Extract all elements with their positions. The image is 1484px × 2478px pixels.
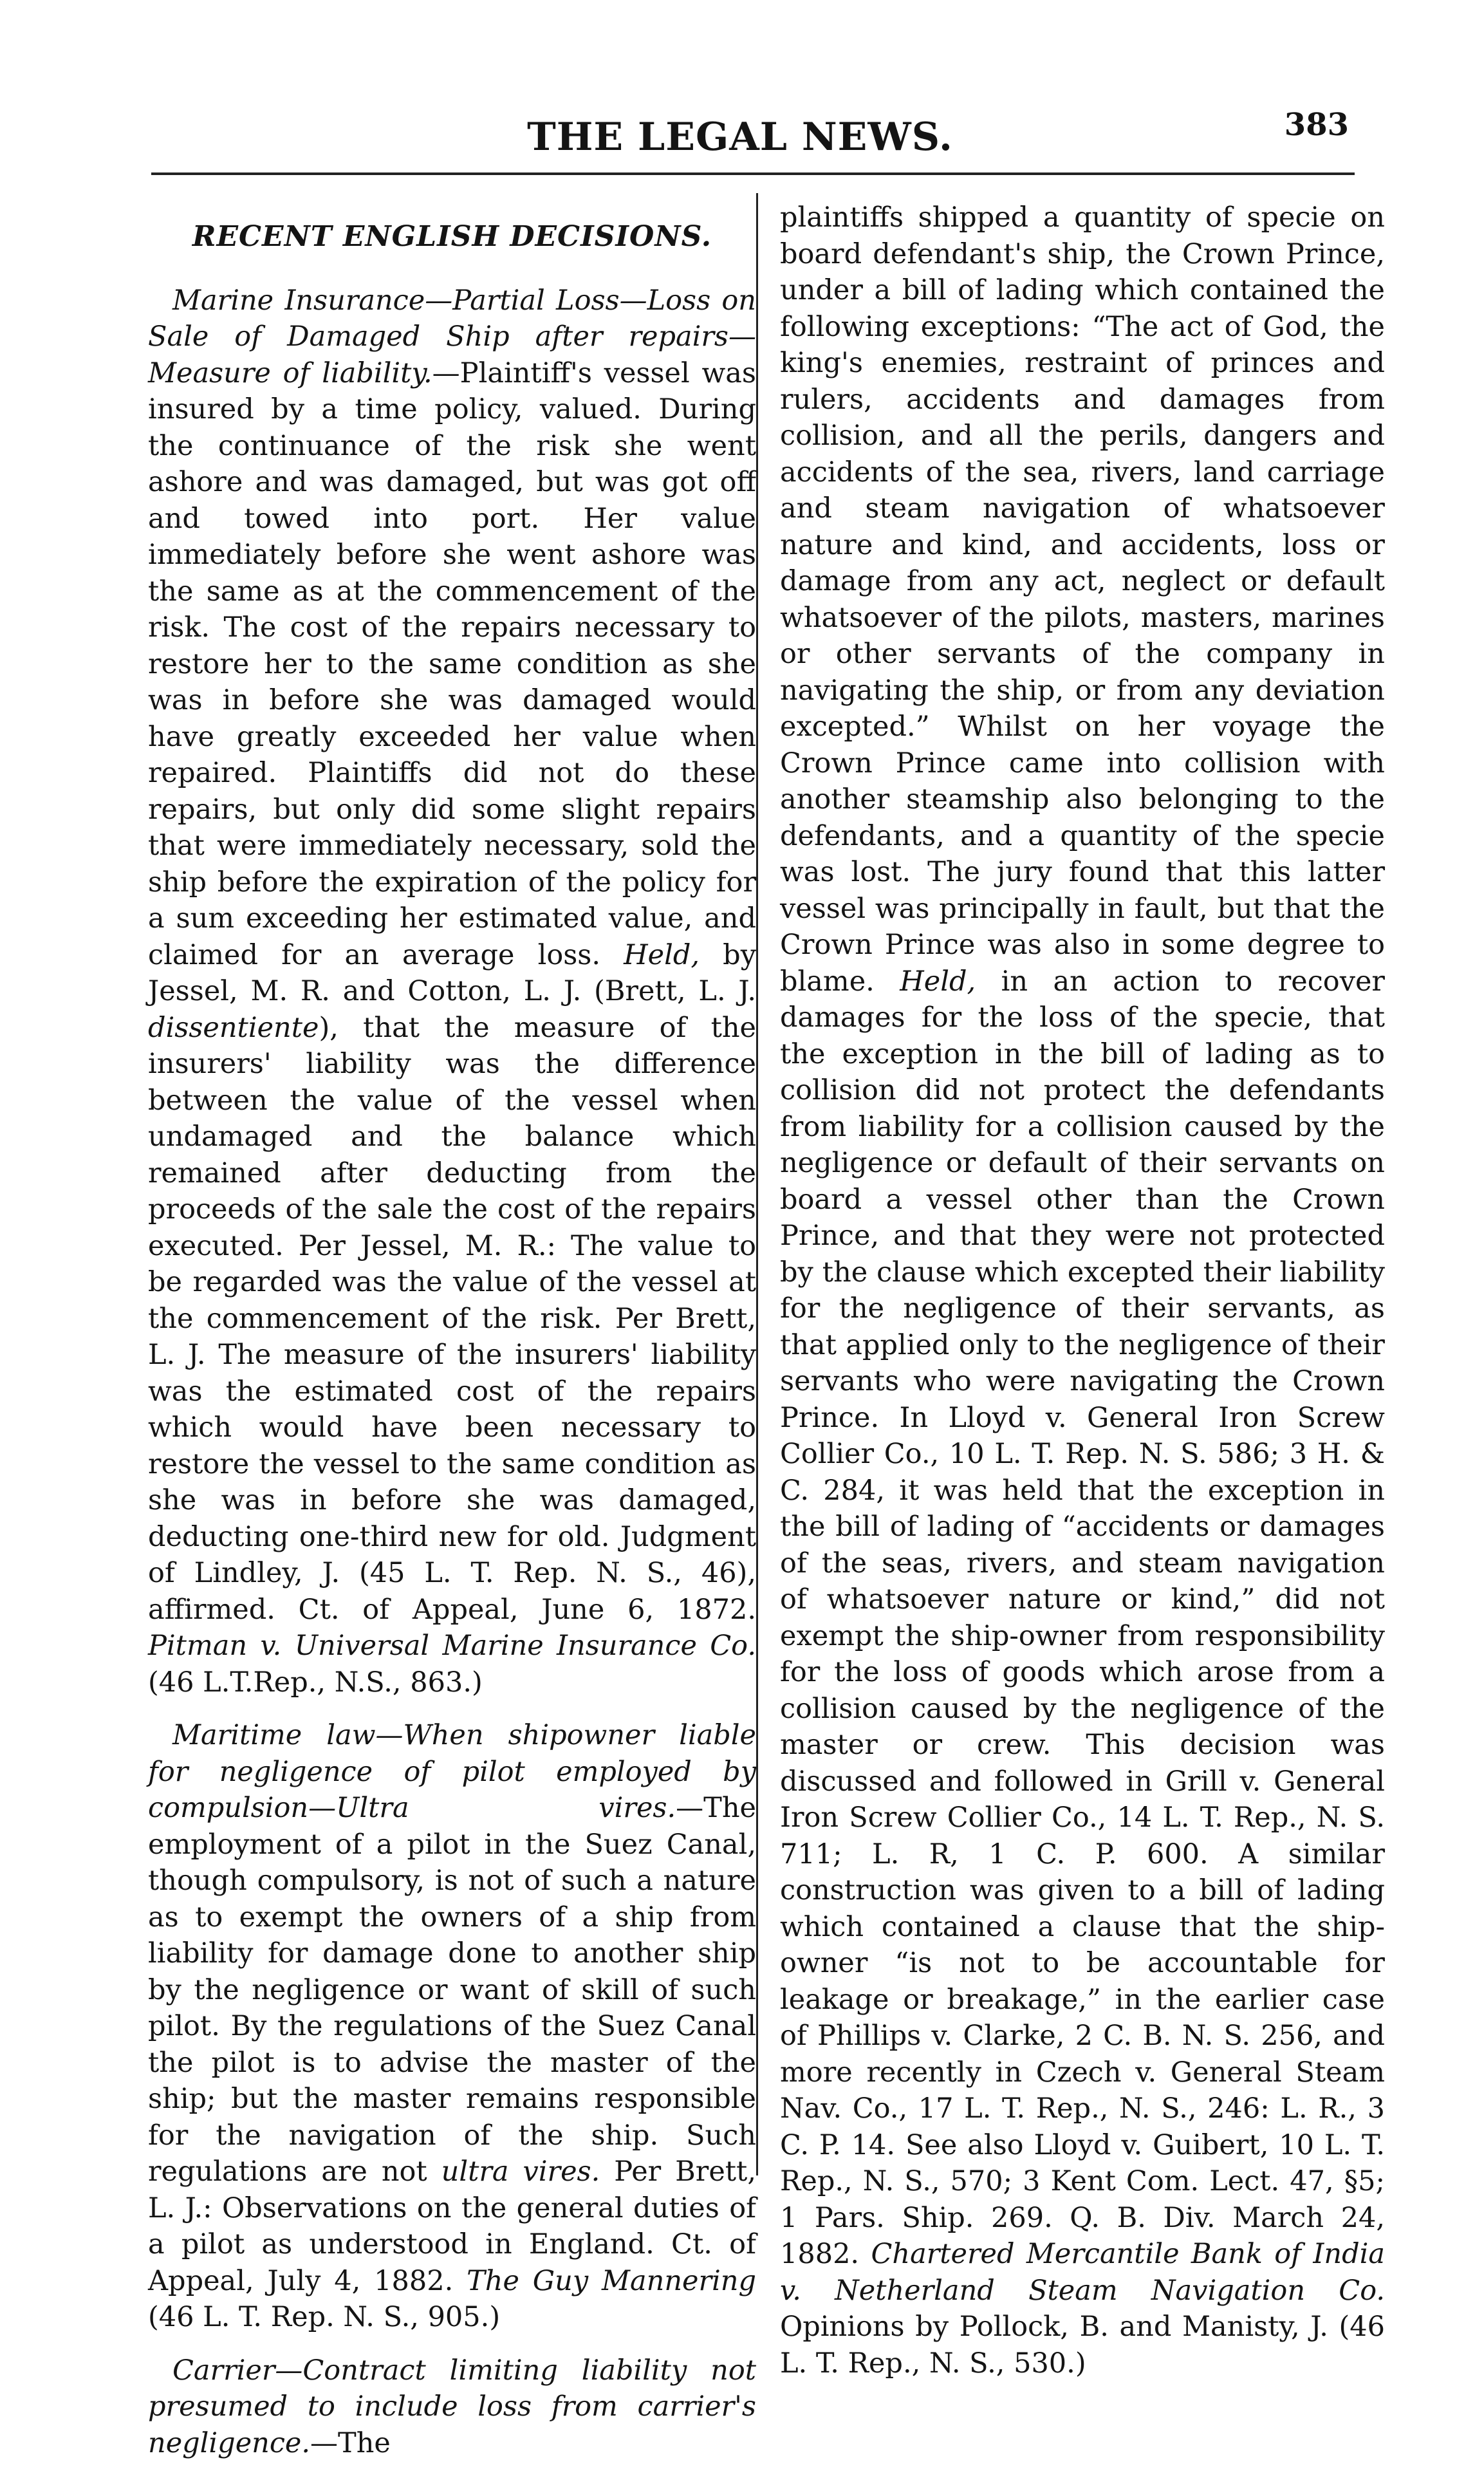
page-number: 383 [1284,107,1349,143]
entry-body: by Jessel, M. R. and Cotton, L. J. (Brett, L. J. [148,938,756,1007]
entry-headnote: Marine Insurance—Partial Loss—Loss on Sale of Damaged Ship after repairs—Measure of liability. [148,284,756,389]
left-column [148,200,756,2478]
case-citation: (46 L.T.Rep., N.S., 863.) [148,1666,483,1699]
entry-carrier [148,2352,756,2462]
column-divider [756,193,758,2175]
entry-headnote: Maritime law—When shipowner liable for negligence of pilot employed by compulsion—Ultra vires. [148,1719,756,1824]
right-column [780,200,1385,2381]
section-title: RECENT ENGLISH DECISIONS. [192,220,712,253]
entry-body: —Plaintiff's vessel was insured by a time policy, valued. During the continuance of the risk she went ashore and was damaged, but was got off and towed into port. Her value immediately before she went ashore was the same as at the commencement of the risk. The cost of the repairs necessary to restore her to the same condition as she was in before she was damaged would have greatly exceeded her value when repaired. Plaintiffs did not do these repairs, but only did some slight repairs that were immediately necessary, sold the ship before the expiration of the policy for a sum exceeding her estimated value, and claimed for an average loss. [148,357,756,971]
held-label: Held, [624,938,700,971]
case-name: Pitman v. Universal Marine Insurance Co. [148,1630,756,1662]
entry-maritime-law [148,1717,756,2336]
entry-carrier-continued [780,200,1385,2381]
entry-body: —The [310,2427,391,2459]
case-name: Chartered Mercantile Bank of India v. Netherland Steam Navigation Co. [780,2238,1385,2307]
entry-body: ), that the measure of the insurers' liability was the difference between the value of the vessel when undamaged and the balance which remained after deducting from the proceeds of the sale the cost of the repairs executed. Per Jessel, M. R.: The value to be regarded was the value of the vessel at the commencement of the risk. Per Brett, L. J. The measure of the insurers' liability was the estimated cost of the repairs which would have been necessary to restore the vessel to the same condition as she was in before she was damaged, deducting one-third new for old. Judgment of Lindley, J. (45 L. T. Rep. N. S., 46), affirmed. Ct. of Appeal, June 6, 1872. [148,1011,756,1626]
ultra-vires-term: ultra vires. [441,2156,600,2188]
header-rule [151,172,1355,175]
entry-body: Per Brett, L. J.: Observations on the general duties of a pilot as understood in England. Ct. of Appeal, July 4, 1882. [148,2156,756,2297]
entry-body: —The employment of a pilot in the Suez Canal, though compulsory, is not of such a nature as to exempt the owners of a ship from liability for damage done to another ship by the negligence or want of skill of such pilot. By the regulations of the Suez Canal the pilot is to advise the master of the ship; but the master remains responsible for the navigation of the ship. Such regulations are not [148,1792,756,2188]
entry-marine-insurance [148,283,756,1701]
entry-body: plaintiffs shipped a quantity of specie on board defendant's ship, the Crown Prince, under a bill of lading which contained the following exceptions: “The act of God, the king's enemies, restraint of princes and rulers, accidents and damages from collision, and all the perils, dangers and accidents of the sea, rivers, land carriage and steam navigation of whatsoever nature and kind, and accidents, loss or damage from any act, neglect or default whatsoever of the pilots, masters, marines or other servants of the company in navigating the ship, or from any deviation excepted.” Whilst on her voyage the Crown Prince came into collision with another steamship also belonging to the defendants, and a quantity of the specie was lost. The jury found that this latter vessel was principally in fault, but that the Crown Prince was also in some degree to blame. [780,201,1385,998]
case-citation: (46 L. T. Rep. N. S., 905.) [148,2301,501,2333]
journal-title: THE LEGAL NEWS. [527,115,953,160]
case-name: The Guy Mannering [467,2264,756,2297]
held-label: Held, [900,965,976,998]
entry-body: in an action to recover damages for the loss of the specie, that the exception in the bill of lading as to collision did not protect the defendants from liability for a collision caused by the negligence or default of their servants on board a vessel other than the Crown Prince, and that they were not protected by the clause which excepted their liability for the negligence of their servants, as that applied only to the negligence of their servants who were navigating the Crown Prince. In Lloyd v. General Iron Screw Collier Co., 10 L. T. Rep. N. S. 586; 3 H. & C. 284, it was held that the exception in the bill of lading of “accidents or damages of the seas, rivers, and steam navigation of whatsoever nature or kind,” did not exempt the ship-owner from responsibility for the loss of goods which arose from a collision caused by the negligence of the master or crew. This decision was discussed and followed in Grill v. General Iron Screw Collier Co., 14 L. T. Rep., N. S. 711; L. R, 1 C. P. 600. A similar construction was given to a bill of lading which contained a clause that the ship-owner “is not to be accountable for leakage or breakage,” in the earlier case of Phillips v. Clarke, 2 C. B. N. S. 256, and more recently in Czech v. General Steam Nav. Co., 17 L. T. Rep., N. S., 246: L. R., 3 C. P. 14. See also Lloyd v. Guibert, 10 L. T. Rep., N. S., 570; 3 Kent Com. Lect. 47, §5; 1 Pars. Ship. 269. Q. B. Div. March 24, 1882. [780,965,1385,2270]
dissent-note: dissentiente [148,1011,319,1044]
entry-headnote: Carrier—Contract limiting liability not presumed to include loss from carrier's negligence. [148,2354,756,2459]
entry-body: Opinions by Pollock, B. and Manisty, J. (46 L. T. Rep., N. S., 530.) [780,2311,1385,2380]
